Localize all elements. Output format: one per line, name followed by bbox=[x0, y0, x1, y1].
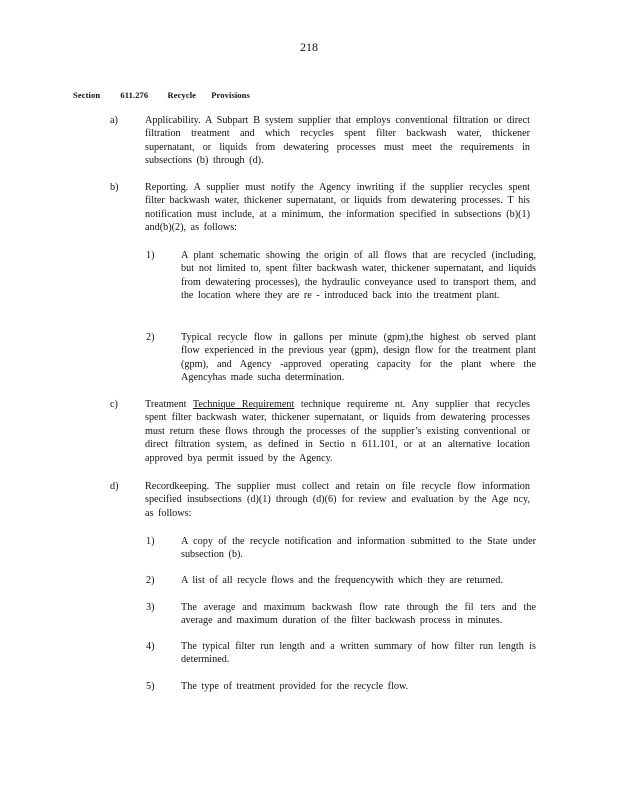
item-label: 1) bbox=[146, 250, 155, 261]
underlined-term: Technique Requirement bbox=[192, 399, 295, 410]
subsection-d-item-3 bbox=[146, 601, 536, 628]
item-label: 3) bbox=[146, 602, 155, 613]
page-number: 218 bbox=[300, 40, 318, 54]
subsection-d-item-5 bbox=[146, 680, 536, 693]
section-label: Section bbox=[73, 90, 101, 100]
subsection-b-item-2 bbox=[146, 331, 536, 385]
subsection-label: d) bbox=[110, 481, 119, 492]
subsection-label: c) bbox=[110, 399, 118, 410]
item-text: A list of all recycle flows and the frequencywith which they are returned. bbox=[181, 575, 503, 586]
subsection-text: Reporting. A supplier must notify the Agency inwriting if the supplier recycles spent filter backwash water, thickener supernatant, or liquids from dewatering processes. T his notification must include, at a minimum, the information specified in subsections (b)(1) and(b)(2), as follows: bbox=[145, 182, 530, 234]
item-label: 1) bbox=[146, 536, 155, 547]
item-label: 2) bbox=[146, 575, 155, 586]
subsection-b bbox=[110, 181, 530, 235]
item-text: The average and maximum backwash flow rate through the fil ters and the average and maximum duration of the filter backwash process in minutes. bbox=[181, 602, 536, 627]
item-text: The type of treatment provided for the recycle flow. bbox=[181, 681, 409, 692]
subsection-d-item-1 bbox=[146, 535, 536, 562]
subsection-b-item-1 bbox=[146, 249, 536, 303]
item-label: 5) bbox=[146, 681, 155, 692]
item-text: Typical recycle flow in gallons per minute (gpm),the highest ob served plant flow experienced in the previous year (gpm), design flow for the treatment plant (gpm), and Agency -approved operating capacity for the plant where the Agencyhas made sucha determination. bbox=[181, 332, 536, 384]
subsection-d-item-4 bbox=[146, 640, 536, 667]
subsection-text: Recordkeeping. The supplier must collect and retain on file recycle flow information specified insubsections (d)(1) through (d)(6) for review and evaluation by the Age ncy, as follows: bbox=[145, 481, 530, 519]
subsection-label: a) bbox=[110, 115, 118, 126]
subsection-d-item-2 bbox=[146, 574, 536, 587]
section-title-word-2: Provisions bbox=[211, 90, 250, 100]
section-heading bbox=[73, 90, 250, 100]
item-text: A plant schematic showing the origin of all flows that are recycled (including, but not limited to, spent filter backwash water, thickener supernatant, and liquids from dewatering processes), the hydraulic conveyance used to transport them, and the location where they are re - introduced back into the treatment plant. bbox=[181, 250, 536, 302]
subsection-label: b) bbox=[110, 182, 119, 193]
item-text: A copy of the recycle notification and information submitted to the State under subsection (b). bbox=[181, 536, 536, 561]
subsection-a bbox=[110, 114, 530, 168]
subsection-c bbox=[110, 398, 530, 465]
section-number: 611.276 bbox=[120, 90, 149, 100]
subsection-text-suffix: technique requireme nt. Any supplier that recycles spent filter backwash water, thickener supernatant, or liquids from dewatering processes must return these flows through the processes of the supplier’s existing conventional or direct filtration system, as defined in Sectio n 611.101, or at an alternative location approved bya permit issued by the Agency. bbox=[145, 399, 530, 464]
subsection-d bbox=[110, 480, 530, 520]
subsection-text bbox=[145, 398, 530, 465]
item-text: The typical filter run length and a written summary of how filter run length is determined. bbox=[181, 641, 536, 666]
item-label: 4) bbox=[146, 641, 155, 652]
item-label: 2) bbox=[146, 332, 155, 343]
section-title-word-1: Recycle bbox=[167, 90, 197, 100]
subsection-text-prefix: Treatment bbox=[145, 399, 193, 410]
subsection-text: Applicability. A Subpart B system supplier that employs conventional filtration or direct filtration treatment and which recycles spent filter backwash water, thickener supernatant, or liquids from dewatering processes must meet the requirements in subsections (b) through (d). bbox=[145, 115, 530, 167]
